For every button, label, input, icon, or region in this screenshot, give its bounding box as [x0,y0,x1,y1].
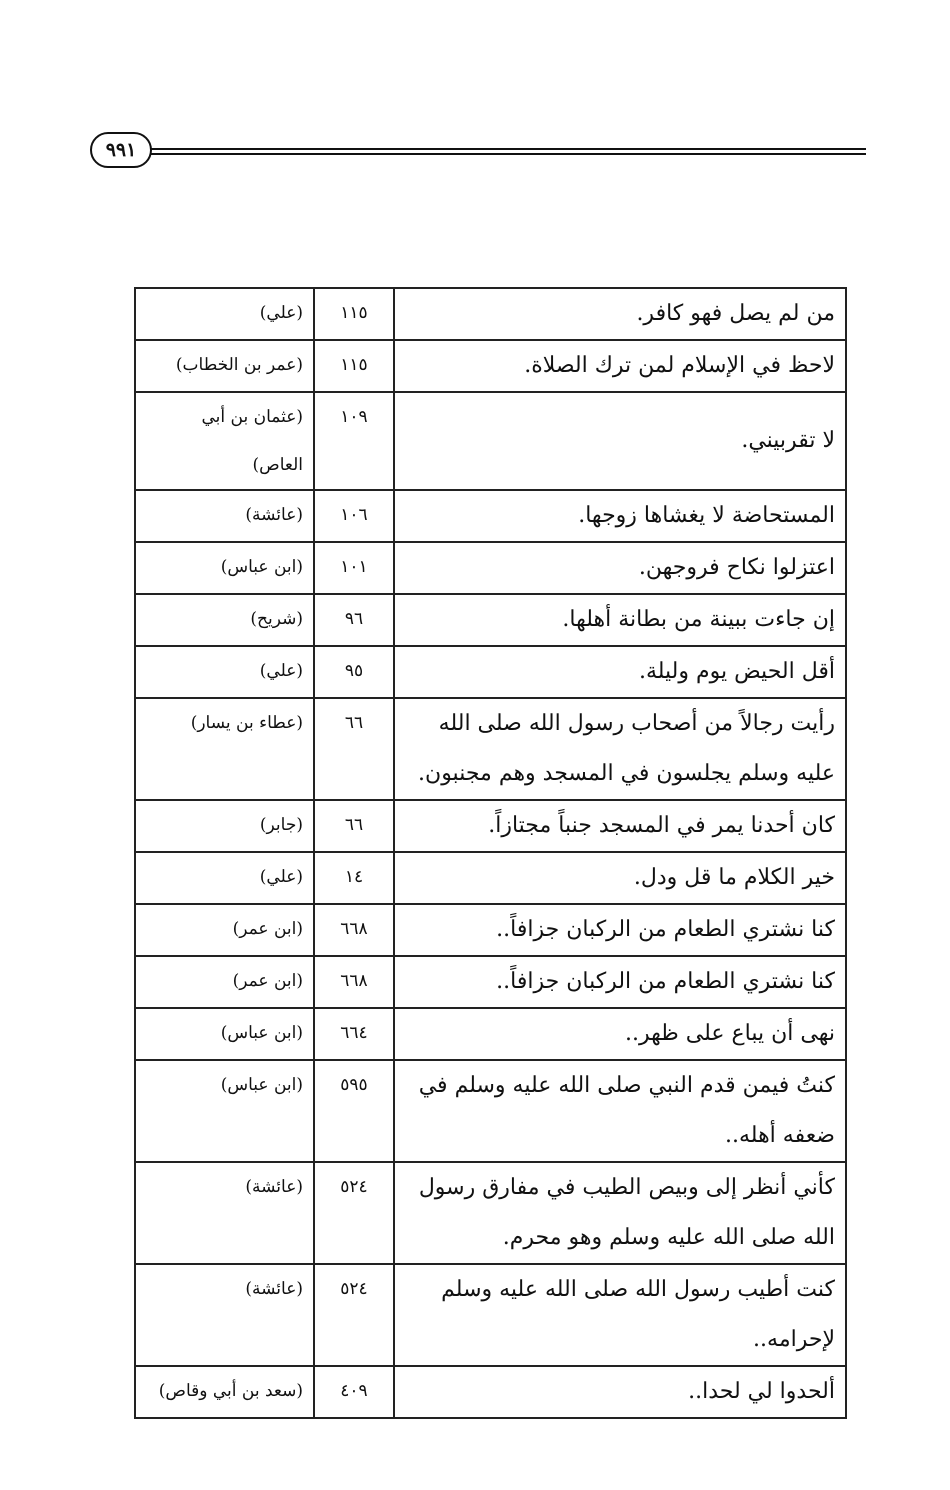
narrator: (ابن عمر) [135,904,314,956]
athar-text: رأيت رجالاً من أصحاب رسول الله صلى الله عليه وسلم يجلسون في المسجد وهم مجنبون. [394,698,846,800]
table-row [135,698,846,800]
narrator: (سعد بن أبي وقاص) [135,1366,314,1418]
table-row [135,904,846,956]
page-ref: ٩٥ [314,646,394,698]
table-row [135,852,846,904]
page-ref: ٦٦٨ [314,956,394,1008]
table-row [135,1162,846,1264]
narrator: (عثمان بن أبي العاص) [135,392,314,490]
page-ref: ٥٢٤ [314,1162,394,1264]
narrator: (عمر بن الخطاب) [135,340,314,392]
narrator: (عائشة) [135,1264,314,1366]
narrator: (ابن عمر) [135,956,314,1008]
athar-text: لاحظ في الإسلام لمن ترك الصلاة. [394,340,846,392]
page-header [90,132,866,172]
page-ref: ٦٦٨ [314,904,394,956]
page-ref: ١٠٦ [314,490,394,542]
table-row [135,288,846,340]
narrator: (ابن عباس) [135,1060,314,1162]
narrator: (عائشة) [135,490,314,542]
narrator: (عائشة) [135,1162,314,1264]
table-row [135,542,846,594]
athar-text: كنت أطيب رسول الله صلى الله عليه وسلم لإحرامه.. [394,1264,846,1366]
table-row [135,646,846,698]
athar-text: المستحاضة لا يغشاها زوجها. [394,490,846,542]
page-ref: ١٠١ [314,542,394,594]
page-ref: ١١٥ [314,340,394,392]
index-table-body [135,288,846,1418]
narrator: (علي) [135,852,314,904]
narrator: (ابن عباس) [135,542,314,594]
header-double-rule [148,148,866,155]
athar-text: أقل الحيض يوم وليلة. [394,646,846,698]
table-row [135,956,846,1008]
narrator: (عطاء بن يسار) [135,698,314,800]
table-row [135,1264,846,1366]
page-ref: ٤٠٩ [314,1366,394,1418]
page-ref: ٦٦٤ [314,1008,394,1060]
table-row [135,594,846,646]
athar-text: كان أحدنا يمر في المسجد جنباً مجتازاً. [394,800,846,852]
table-row [135,392,846,490]
page-ref: ٥٢٤ [314,1264,394,1366]
athar-text: كنا نشتري الطعام من الركبان جزافاً.. [394,904,846,956]
narrator: (علي) [135,288,314,340]
athar-text: خير الكلام ما قل ودل. [394,852,846,904]
athar-text: كنا نشتري الطعام من الركبان جزافاً.. [394,956,846,1008]
athar-text: لا تقربيني. [394,392,846,490]
page-ref: ١١٥ [314,288,394,340]
page-ref: ١٠٩ [314,392,394,490]
athar-text: نهى أن يباع على ظهر.. [394,1008,846,1060]
table-row [135,490,846,542]
table-row [135,800,846,852]
narrator: (شريح) [135,594,314,646]
narrator: (جابر) [135,800,314,852]
narrator: (ابن عباس) [135,1008,314,1060]
table-row [135,340,846,392]
table-row [135,1008,846,1060]
page-ref: ١٤ [314,852,394,904]
narrator: (علي) [135,646,314,698]
athar-text: إن جاءت ببينة من بطانة أهلها. [394,594,846,646]
page-ref: ٥٩٥ [314,1060,394,1162]
athar-text: من لم يصل فهو كافر. [394,288,846,340]
athar-index-table [134,287,847,1419]
page-ref: ٦٦ [314,698,394,800]
athar-text: اعتزلوا نكاح فروجهن. [394,542,846,594]
page-ref: ٩٦ [314,594,394,646]
athar-text: كنتُ فيمن قدم النبي صلى الله عليه وسلم في ضعفه أهله.. [394,1060,846,1162]
page-ref: ٦٦ [314,800,394,852]
athar-text: كأني أنظر إلى وبيص الطيب في مفارق رسول الله صلى الله عليه وسلم وهو محرم. [394,1162,846,1264]
page-number-badge: ٩٩١ [90,132,152,168]
table-row [135,1366,846,1418]
athar-text: ألحدوا لي لحدا.. [394,1366,846,1418]
table-row [135,1060,846,1162]
